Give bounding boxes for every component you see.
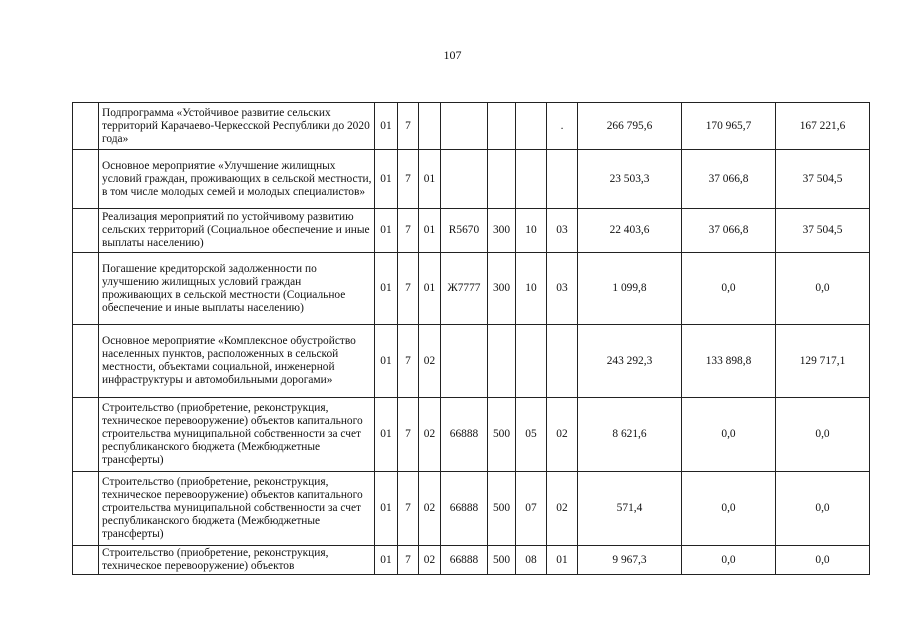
code-cell: 05	[516, 398, 547, 472]
code-cell: 01	[375, 150, 398, 209]
amount-cell: 8 621,6	[578, 398, 682, 472]
code-cell: 7	[398, 398, 419, 472]
row-name: Подпрограмма «Устойчивое развитие сельских территорий Карачаево-Черкесской Республики до 2020 года»	[99, 103, 375, 150]
amount-cell: 22 403,6	[578, 209, 682, 253]
amount-cell: 9 967,3	[578, 546, 682, 575]
code-cell: 07	[516, 472, 547, 546]
code-cell: 300	[488, 253, 516, 325]
code-cell: R5670	[441, 209, 488, 253]
row-number-cell	[73, 472, 99, 546]
row-name: Строительство (приобретение, реконструкция, техническое перевооружение) объектов капитального строительства муниципальной собственности за счет республиканского бюджета (Межбюджетные трансферты)	[99, 472, 375, 546]
amount-cell: 23 503,3	[578, 150, 682, 209]
row-number-cell	[73, 150, 99, 209]
code-cell	[441, 103, 488, 150]
code-cell	[441, 325, 488, 398]
amount-cell: 37 066,8	[682, 209, 776, 253]
amount-cell: 0,0	[682, 398, 776, 472]
amount-cell: 37 504,5	[776, 209, 870, 253]
code-cell: .	[547, 103, 578, 150]
code-cell: 02	[419, 472, 441, 546]
amount-cell: 0,0	[776, 398, 870, 472]
code-cell	[441, 150, 488, 209]
row-number-cell	[73, 325, 99, 398]
code-cell: 01	[419, 209, 441, 253]
code-cell	[547, 150, 578, 209]
row-name: Реализация мероприятий по устойчивому развитию сельских территорий (Социальное обеспечение и иные выплаты населению)	[99, 209, 375, 253]
row-number-cell	[73, 209, 99, 253]
code-cell: 02	[419, 546, 441, 575]
code-cell: 01	[375, 209, 398, 253]
amount-cell: 266 795,6	[578, 103, 682, 150]
page-number: 107	[443, 48, 462, 62]
code-cell: 01	[375, 325, 398, 398]
amount-cell: 0,0	[776, 253, 870, 325]
code-cell: 7	[398, 253, 419, 325]
amount-cell: 1 099,8	[578, 253, 682, 325]
code-cell: 7	[398, 472, 419, 546]
row-number-cell	[73, 546, 99, 575]
amount-cell: 37 504,5	[776, 150, 870, 209]
row-number-cell	[73, 103, 99, 150]
code-cell	[419, 103, 441, 150]
code-cell: 01	[419, 253, 441, 325]
code-cell: 500	[488, 398, 516, 472]
amount-cell: 133 898,8	[682, 325, 776, 398]
code-cell: 7	[398, 546, 419, 575]
amount-cell: 0,0	[776, 546, 870, 575]
row-number-cell	[73, 398, 99, 472]
row-number-cell	[73, 253, 99, 325]
code-cell: 7	[398, 150, 419, 209]
amount-cell: 0,0	[682, 253, 776, 325]
table-row	[73, 398, 870, 472]
table-row	[73, 253, 870, 325]
row-name: Строительство (приобретение, реконструкция, техническое перевооружение) объектов капитального строительства муниципальной собственности за счет республиканского бюджета (Межбюджетные трансферты)	[99, 398, 375, 472]
code-cell: 02	[547, 398, 578, 472]
table-row	[73, 150, 870, 209]
code-cell: 7	[398, 325, 419, 398]
code-cell: 66888	[441, 546, 488, 575]
code-cell	[488, 325, 516, 398]
code-cell: 500	[488, 472, 516, 546]
code-cell	[516, 103, 547, 150]
code-cell: 500	[488, 546, 516, 575]
amount-cell: 0,0	[776, 472, 870, 546]
code-cell: 01	[375, 472, 398, 546]
amount-cell: 129 717,1	[776, 325, 870, 398]
code-cell: Ж7777	[441, 253, 488, 325]
amount-cell: 243 292,3	[578, 325, 682, 398]
code-cell: 08	[516, 546, 547, 575]
amount-cell: 37 066,8	[682, 150, 776, 209]
code-cell: 02	[419, 325, 441, 398]
amount-cell: 571,4	[578, 472, 682, 546]
row-name: Погашение кредиторской задолженности по улучшению жилищных условий граждан проживающих в сельской местности (Социальное обеспечение и иные выплаты населению)	[99, 253, 375, 325]
budget-table	[72, 102, 870, 575]
code-cell	[516, 325, 547, 398]
code-cell: 7	[398, 103, 419, 150]
code-cell: 10	[516, 253, 547, 325]
amount-cell: 0,0	[682, 546, 776, 575]
code-cell: 300	[488, 209, 516, 253]
table-row	[73, 103, 870, 150]
code-cell	[516, 150, 547, 209]
row-name: Основное мероприятие «Улучшение жилищных условий граждан, проживающих в сельской местности, в том числе молодых семей и молодых специалистов»	[99, 150, 375, 209]
table-row	[73, 209, 870, 253]
table-row	[73, 472, 870, 546]
code-cell	[547, 325, 578, 398]
table-row	[73, 546, 870, 575]
table-row	[73, 325, 870, 398]
row-name: Основное мероприятие «Комплексное обустройство населенных пунктов, расположенных в сельской местности, объектами социальной, инженерной инфраструктуры и автомобильными дорогами»	[99, 325, 375, 398]
code-cell: 10	[516, 209, 547, 253]
code-cell: 03	[547, 209, 578, 253]
code-cell	[488, 150, 516, 209]
code-cell: 01	[375, 103, 398, 150]
row-name: Строительство (приобретение, реконструкция, техническое перевооружение) объектов	[99, 546, 375, 575]
code-cell: 03	[547, 253, 578, 325]
code-cell: 01	[375, 398, 398, 472]
amount-cell: 0,0	[682, 472, 776, 546]
code-cell	[488, 103, 516, 150]
code-cell: 01	[375, 253, 398, 325]
amount-cell: 170 965,7	[682, 103, 776, 150]
code-cell: 66888	[441, 398, 488, 472]
code-cell: 7	[398, 209, 419, 253]
amount-cell: 167 221,6	[776, 103, 870, 150]
code-cell: 01	[547, 546, 578, 575]
code-cell: 01	[419, 150, 441, 209]
code-cell: 66888	[441, 472, 488, 546]
code-cell: 01	[375, 546, 398, 575]
code-cell: 02	[419, 398, 441, 472]
code-cell: 02	[547, 472, 578, 546]
